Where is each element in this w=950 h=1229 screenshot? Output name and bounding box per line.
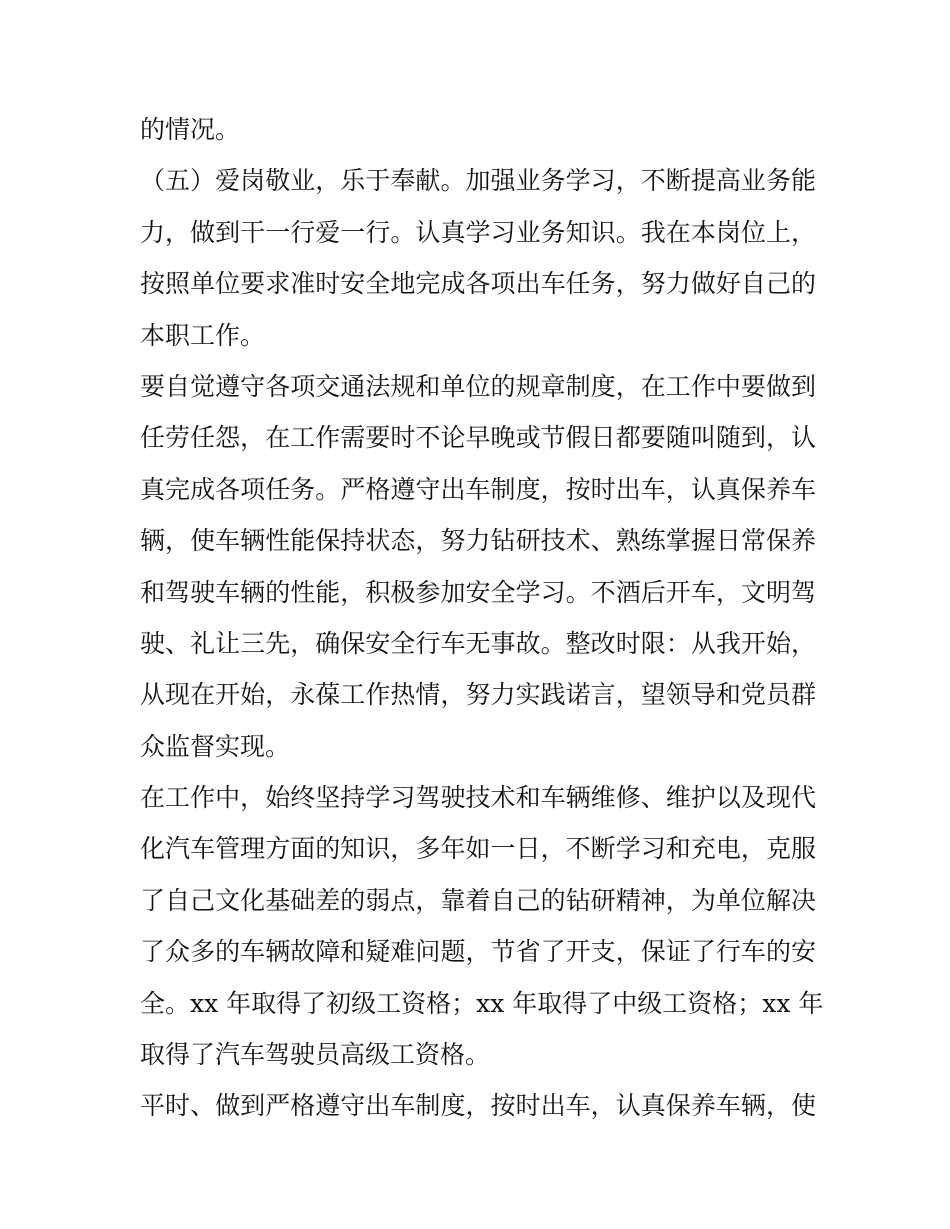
text-line: 真完成各项任务。严格遵守出车制度，按时出车，认真保养车 xyxy=(140,474,816,504)
text-line: 要自觉遵守各项交通法规和单位的规章制度，在工作中要做到 xyxy=(140,371,816,401)
text-line: 的情况。 xyxy=(140,115,241,144)
paragraph-4 xyxy=(140,772,824,1080)
text-line: 众监督实现。 xyxy=(140,731,291,761)
text-line: 在工作中，始终坚持学习驾驶技术和车辆维修、维护以及现代 xyxy=(140,783,816,813)
text-line: 驶、礼让三先，确保安全行车无事故。整改时限：从我开始， xyxy=(140,628,816,658)
document-body xyxy=(140,104,824,1132)
text-line: （五）爱岗敬业，乐于奉献。加强业务学习，不断提高业务能 xyxy=(140,166,816,196)
text-line: 辆，使车辆性能保持状态，努力钻研技术、熟练掌握日常保养 xyxy=(140,526,816,556)
text-line: 化汽车管理方面的知识，多年如一日，不断学习和充电，克服 xyxy=(140,834,816,864)
text-line: 了自己文化基础差的弱点，靠着自己的钻研精神，为单位解决 xyxy=(140,885,816,915)
text-line: 按照单位要求准时安全地完成各项出车任务，努力做好自己的 xyxy=(140,269,816,299)
text-line: 平时、做到严格遵守出车制度，按时出车，认真保养车辆，使 xyxy=(140,1091,816,1121)
text-line: 力，做到干一行爱一行。认真学习业务知识。我在本岗位上， xyxy=(140,217,816,247)
paragraph-3 xyxy=(140,361,816,772)
text-line: 全。xx 年取得了初级工资格；xx 年取得了中级工资格；xx 年 xyxy=(140,988,824,1018)
text-line: 和驾驶车辆的性能，积极参加安全学习。不酒后开车，文明驾 xyxy=(140,577,816,607)
text-line: 取得了汽车驾驶员高级工资格。 xyxy=(140,1040,491,1070)
text-line: 从现在开始，永葆工作热情，努力实践诺言，望领导和党员群 xyxy=(140,680,816,710)
paragraph-5 xyxy=(140,1080,816,1131)
text-line: 了众多的车辆故障和疑难问题，节省了开支，保证了行车的安 xyxy=(140,937,816,967)
text-line: 任劳任怨，在工作需要时不论早晚或节假日都要随叫随到，认 xyxy=(140,423,816,453)
text-line: 本职工作。 xyxy=(140,320,266,350)
paragraph-1 xyxy=(140,104,816,155)
paragraph-2 xyxy=(140,155,816,361)
